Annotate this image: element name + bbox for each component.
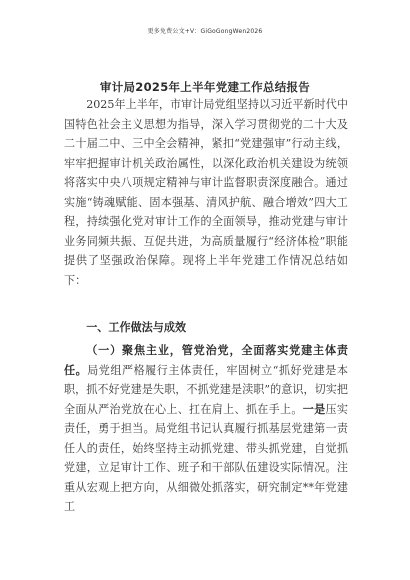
subsection-heading: （一）聚焦主业，管党治党，全面落实党建主体责任。: [64, 344, 348, 377]
intro-paragraph: 2025年上半年，市审计局党组坚持以习近平新时代中国特色社会主义思想为指导，深入学习贯彻党的二十大及二十届二中、三中全会精神，紧扣“党建强审”行动主线，牢牢把握审计机关政治属性，以深化政治机关建设为统领将落实中央八项规定精神与审计监督职责深度融合。通过实施“铸魂赋能、固本强基、清风护航、融合增效”四大工程，持续强化党对审计工作的全面领导，推动党建与审计业务同频共振、互促共进，为高质量履行“经济体检”职能提供了坚强政治保障。现将上半年党建工作情况总结如下：: [64, 98, 348, 287]
subsection-text-after: 压实责任，勇于担当。局党组书记认真履行抓基层党建第一责任人的责任，始终坚持主动抓党建、带头抓党建，自觉抓党建，立足审计工作、班子和干部队伍建设实际情况。注重从宏观上把方向，从细微处抓落实，研究制定**年党建工: [64, 402, 348, 513]
enumeration-marker: 一是: [302, 402, 326, 416]
subsection-text-before: 局党组严格履行主体责任，牢固树立“抓好党建是本职，抓不好党建是失职，不抓党建是渎职”的意识，切实把全面从严治党放在心上、扛在肩上、抓在手上。: [64, 363, 348, 416]
subsection-paragraph: [64, 341, 348, 517]
section-heading: 一、工作做法与成效: [86, 321, 187, 334]
header-note: 更多免费公文+V：GiGoGongWen2026: [147, 28, 263, 35]
document-title: 审计局2025年上半年党建工作总结报告: [99, 80, 311, 94]
